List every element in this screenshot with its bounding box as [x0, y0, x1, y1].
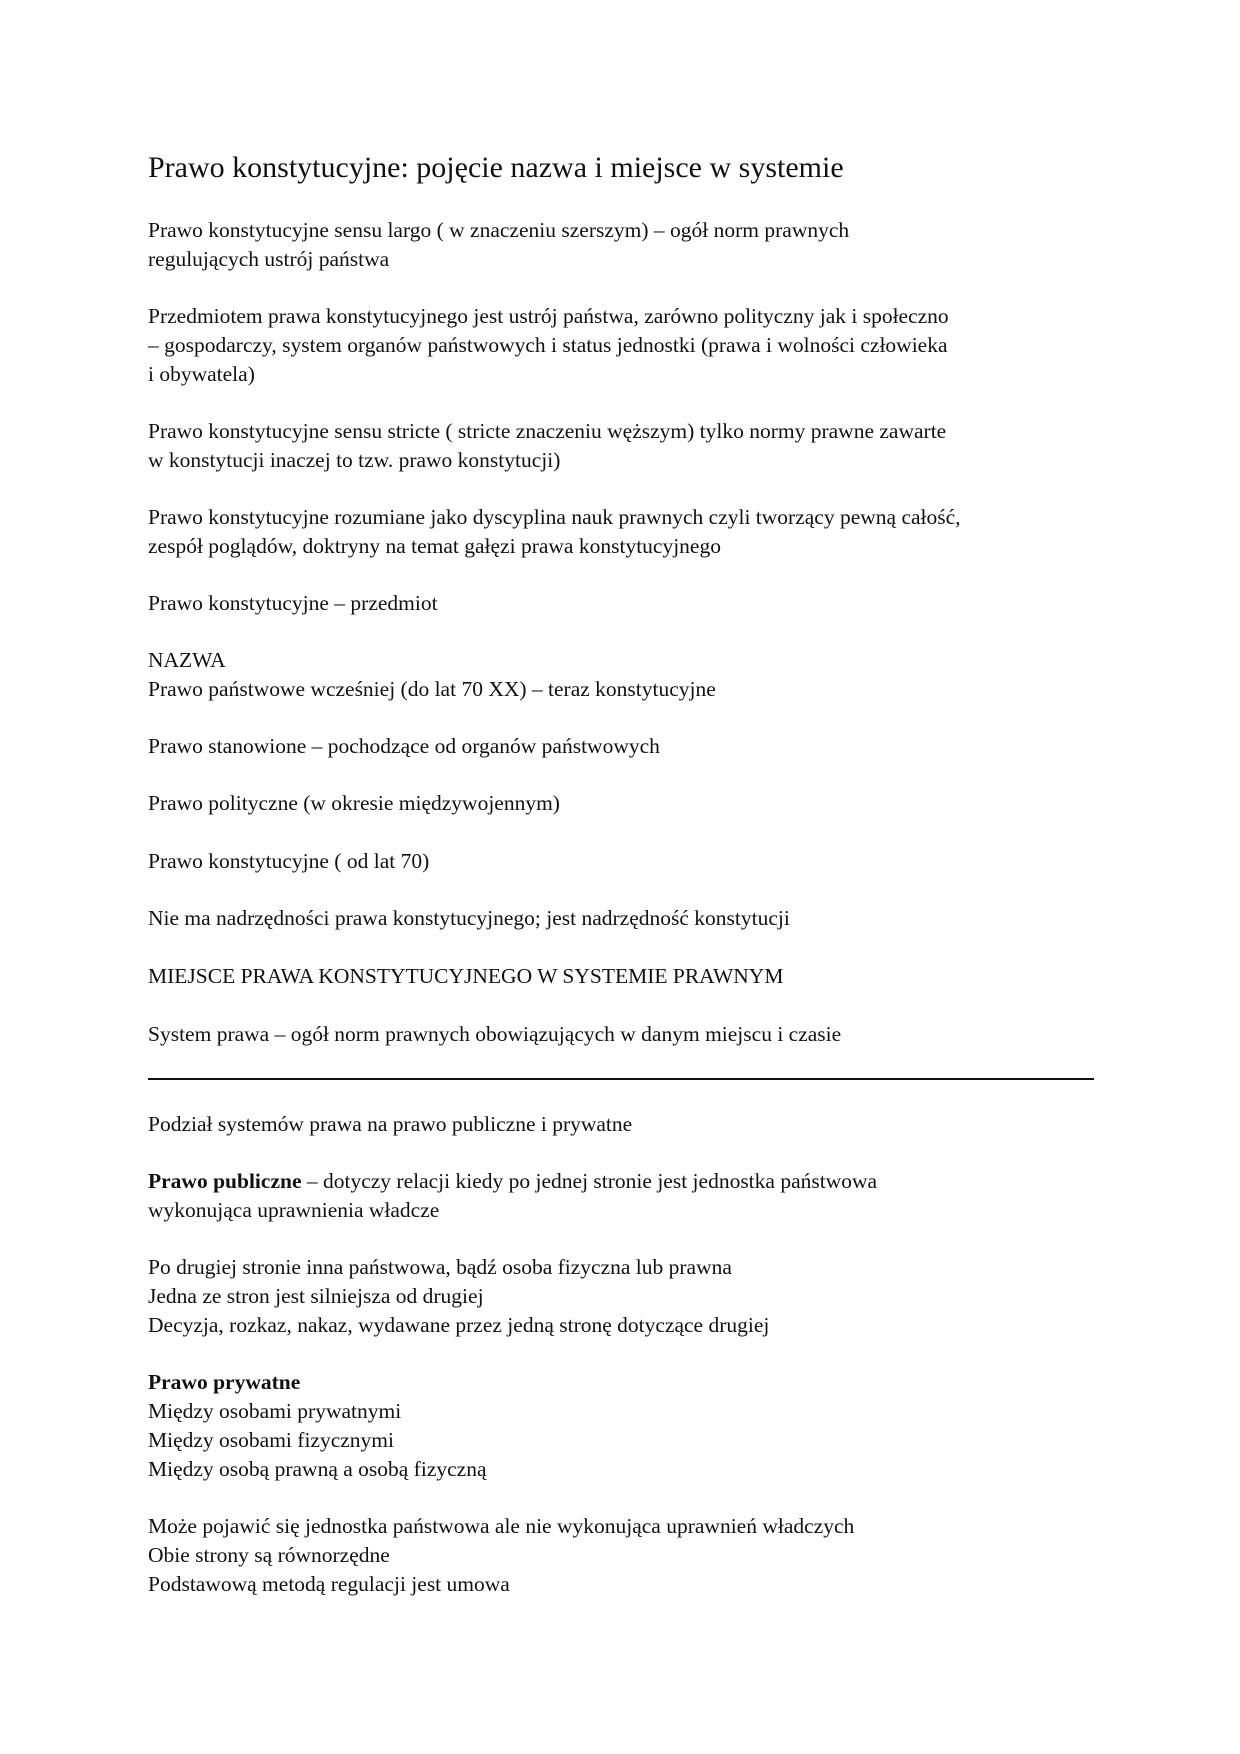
text-line: Prawo państwowe wcześniej (do lat 70 XX) – teraz konstytucyjne [148, 677, 716, 701]
text-line: zespół poglądów, doktryny na temat gałęzi prawa konstytucyjnego [148, 534, 721, 558]
text-line: Nie ma nadrzędności prawa konstytucyjnego; jest nadrzędność konstytucji [148, 906, 790, 930]
text-line: Między osobą prawną a osobą fizyczną [148, 1457, 487, 1481]
paragraph-przedmiot [148, 302, 1094, 389]
paragraph-od-lat-70 [148, 847, 1094, 876]
text-line: Prawo konstytucyjne rozumiane jako dyscyplina nauk prawnych czyli tworzący pewną całość, [148, 505, 961, 529]
paragraph-druga-strona [148, 1253, 1094, 1340]
text-line: Prawo polityczne (w okresie międzywojennym) [148, 791, 560, 815]
text-line: Obie strony są równorzędne [148, 1543, 390, 1567]
text-line: Podstawową metodą regulacji jest umowa [148, 1572, 510, 1596]
paragraph-system-prawa [148, 1020, 1094, 1049]
text-line: Prawo konstytucyjne ( od lat 70) [148, 849, 430, 873]
paragraph-prawo-prywatne [148, 1368, 1094, 1484]
text-line: Może pojawić się jednostka państwowa ale nie wykonująca uprawnień władczych [148, 1514, 855, 1538]
paragraph-prawo-publiczne [148, 1167, 1094, 1225]
text-line: Podział systemów prawa na prawo publiczne i prywatne [148, 1112, 633, 1136]
text-line: Po drugiej stronie inna państwowa, bądź osoba fizyczna lub prawna [148, 1255, 732, 1279]
text-line: Między osobami prywatnymi [148, 1399, 402, 1423]
section-miejsce [148, 962, 1094, 991]
text-line: Jedna ze stron jest silniejsza od drugiej [148, 1284, 484, 1308]
text-line: i obywatela) [148, 362, 255, 386]
section-heading: NAZWA [148, 648, 226, 672]
paragraph-sensu-largo [148, 216, 1094, 274]
paragraph-nadrzednosc [148, 904, 1094, 933]
text-line: regulujących ustrój państwa [148, 247, 390, 271]
text-line: Decyzja, rozkaz, nakaz, wydawane przez jedną stronę dotyczące drugiej [148, 1313, 770, 1337]
document-title: Prawo konstytucyjne: pojęcie nazwa i miejsce w systemie [148, 151, 844, 184]
term-prawo-publiczne: Prawo publiczne [148, 1169, 302, 1193]
text-line: – gospodarczy, system organów państwowych i status jednostki (prawa i wolności człowieka [148, 333, 948, 357]
horizontal-divider [148, 1078, 1094, 1080]
definition-text: – dotyczy relacji kiedy po jednej stronie jest jednostka państwowa [301, 1169, 878, 1193]
text-line: Prawo konstytucyjne sensu largo ( w znaczeniu szerszym) – ogół norm prawnych [148, 218, 850, 242]
section-heading: MIEJSCE PRAWA KONSTYTUCYJNEGO W SYSTEMIE PRAWNYM [148, 964, 784, 988]
text-line: Prawo konstytucyjne – przedmiot [148, 591, 438, 615]
text-line: wykonująca uprawnienia władcze [148, 1198, 440, 1222]
paragraph-przedmiot-short [148, 589, 1094, 618]
text-line [148, 1167, 1094, 1196]
paragraph-dyscyplina [148, 503, 1094, 561]
section-nazwa [148, 646, 1094, 704]
paragraph-polityczne [148, 789, 1094, 818]
paragraph-umowa [148, 1512, 1094, 1599]
paragraph-stanowione [148, 732, 1094, 761]
term-prawo-prywatne: Prawo prywatne [148, 1370, 301, 1394]
text-line: Przedmiotem prawa konstytucyjnego jest ustrój państwa, zarówno polityczny jak i społeczno [148, 304, 949, 328]
text-line: Prawo stanowione – pochodzące od organów państwowych [148, 734, 660, 758]
text-line: Prawo konstytucyjne sensu stricte ( stricte znaczeniu węższym) tylko normy prawne zawarte [148, 419, 947, 443]
paragraph-sensu-stricte [148, 417, 1094, 475]
text-line: System prawa – ogół norm prawnych obowiązujących w danym miejscu i czasie [148, 1022, 842, 1046]
paragraph-podzial [148, 1110, 1094, 1139]
text-line: Między osobami fizycznymi [148, 1428, 394, 1452]
text-line: w konstytucji inaczej to tzw. prawo konstytucji) [148, 448, 561, 472]
